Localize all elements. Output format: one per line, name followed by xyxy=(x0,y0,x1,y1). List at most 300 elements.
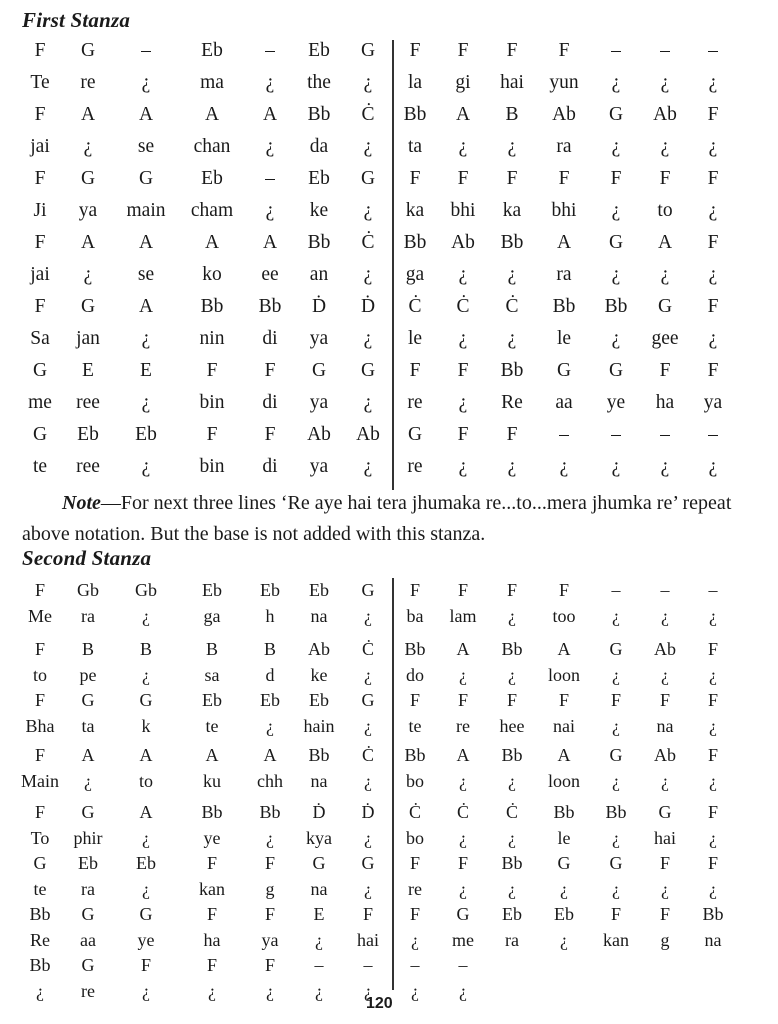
lyric-cell: bo xyxy=(406,827,424,848)
note-cell: Bb xyxy=(605,802,627,822)
note-cell: B xyxy=(139,639,153,659)
note-cell: G xyxy=(360,40,376,61)
lyric-cell: ¿ xyxy=(708,72,718,93)
lyric-cell: ¿ xyxy=(508,770,516,791)
lyric-cell: k xyxy=(141,715,151,736)
lyric-cell: ¿ xyxy=(709,664,717,685)
lyric-cell: ¿ xyxy=(459,878,467,899)
lyric-cell: Ji xyxy=(33,200,47,221)
lyric-cell: na xyxy=(704,929,722,950)
lyric-cell: Re xyxy=(501,392,523,413)
note-cell: F xyxy=(206,360,218,381)
lyric-cell: ¿ xyxy=(364,980,372,1001)
note-cell: A xyxy=(657,232,673,253)
note-cell: F xyxy=(558,580,570,600)
note-cell: Ḋ xyxy=(360,296,376,317)
lyric-cell: ¿ xyxy=(411,929,419,950)
note-cell: Bb xyxy=(259,802,281,822)
lyric-cell: ¿ xyxy=(411,980,419,1001)
note-cell: – xyxy=(660,580,670,600)
second-stanza-bar-divider xyxy=(392,578,394,990)
lyric-cell: ¿ xyxy=(364,827,372,848)
note-cell: Eb xyxy=(309,580,329,600)
lyric-cell: ¿ xyxy=(458,392,468,413)
note-cell: G xyxy=(80,40,96,61)
lyric-cell: ¿ xyxy=(266,980,274,1001)
note-cell: Ab xyxy=(653,104,677,125)
note-cell: Ab xyxy=(308,639,330,659)
lyric-cell: g xyxy=(265,878,275,899)
lyric-cell: aa xyxy=(80,929,96,950)
lyric-cell: ¿ xyxy=(142,664,150,685)
note-paragraph xyxy=(22,488,762,550)
note-cell: A xyxy=(456,639,470,659)
note-cell: Ċ xyxy=(361,232,375,253)
note-cell: Bb xyxy=(307,104,331,125)
note-cell: F xyxy=(206,853,218,873)
note-cell: G xyxy=(456,904,470,924)
note-cell: Bb xyxy=(501,853,523,873)
note-cell: G xyxy=(608,360,624,381)
note-cell: Ḋ xyxy=(311,296,327,317)
lyric-cell: ¿ xyxy=(611,264,621,285)
note-cell: – xyxy=(363,955,373,975)
lyric-cell: ¿ xyxy=(708,456,718,477)
note-cell: Eb xyxy=(77,424,99,445)
lyric-cell: re xyxy=(456,715,470,736)
note-cell: Eb xyxy=(308,168,330,189)
note-cell: F xyxy=(707,745,719,765)
lyric-cell: re xyxy=(407,456,423,477)
note-cell: A xyxy=(138,296,154,317)
note-text: —For next three lines ‘Re aye hai tera jhumaka re...to...mera jhumka re’ repeat above notation. But the base is not added with this stanza. xyxy=(22,492,732,545)
note-cell: Eb xyxy=(260,690,280,710)
lyric-cell: kan xyxy=(199,878,225,899)
lyric-cell: jai xyxy=(30,136,50,157)
lyric-cell: ta xyxy=(81,715,95,736)
note-cell: F xyxy=(707,802,719,822)
note-cell: F xyxy=(610,690,622,710)
lyric-cell: yun xyxy=(549,72,579,93)
note-cell: Bb xyxy=(604,296,628,317)
note-cell: Bb xyxy=(403,232,427,253)
lyric-cell: ¿ xyxy=(508,605,516,626)
lyric-cell: le xyxy=(557,827,571,848)
note-cell: F xyxy=(264,955,276,975)
note-cell: F xyxy=(34,168,46,189)
note-cell: F xyxy=(707,690,719,710)
note-cell: F xyxy=(409,40,421,61)
note-cell: Bb xyxy=(552,296,576,317)
lyric-cell: ¿ xyxy=(266,827,274,848)
note-cell: Bb xyxy=(403,104,427,125)
lyric-cell: ¿ xyxy=(459,664,467,685)
lyric-cell: ¿ xyxy=(660,72,670,93)
lyric-cell: ¿ xyxy=(363,72,373,93)
note-cell: A xyxy=(556,232,572,253)
lyric-cell: chh xyxy=(257,770,283,791)
lyric-cell: di xyxy=(262,392,278,413)
note-cell: F xyxy=(409,580,421,600)
note-cell: E xyxy=(140,360,152,381)
lyric-cell: ¿ xyxy=(661,664,669,685)
lyric-cell: ¿ xyxy=(458,136,468,157)
lyric-cell: ¿ xyxy=(612,605,620,626)
note-cell: G xyxy=(608,232,624,253)
note-cell: A xyxy=(263,745,277,765)
note-cell: F xyxy=(34,40,46,61)
lyric-cell: ko xyxy=(202,264,222,285)
lyric-cell: ¿ xyxy=(315,980,323,1001)
lyric-cell: ¿ xyxy=(660,264,670,285)
note-cell: A xyxy=(204,104,220,125)
note-cell: F xyxy=(558,40,570,61)
lyric-cell: ¿ xyxy=(507,264,517,285)
lyric-cell: ¿ xyxy=(709,770,717,791)
lyric-cell: hee xyxy=(499,715,525,736)
note-cell: G xyxy=(80,168,96,189)
note-cell: Eb xyxy=(308,40,330,61)
lyric-cell: la xyxy=(407,72,423,93)
lyric-cell: ¿ xyxy=(458,456,468,477)
lyric-cell: ga xyxy=(405,264,425,285)
lyric-cell: to xyxy=(138,770,154,791)
lyric-cell: ¿ xyxy=(708,328,718,349)
lyric-cell: ¿ xyxy=(559,456,569,477)
note-cell: F xyxy=(264,424,276,445)
lyric-cell: ¿ xyxy=(458,328,468,349)
note-cell: F xyxy=(409,853,421,873)
lyric-cell: ¿ xyxy=(661,605,669,626)
note-cell: – xyxy=(458,955,468,975)
lyric-cell: ¿ xyxy=(612,827,620,848)
lyric-cell: Sa xyxy=(30,328,50,349)
lyric-cell: ke xyxy=(309,200,329,221)
lyric-cell: ¿ xyxy=(141,72,151,93)
lyric-cell: cham xyxy=(190,200,234,221)
note-cell: Ċ xyxy=(361,745,375,765)
note-cell: F xyxy=(707,853,719,873)
note-cell: A xyxy=(138,104,154,125)
lyric-cell: se xyxy=(137,264,155,285)
note-cell: A xyxy=(557,745,571,765)
lyric-cell: ¿ xyxy=(709,605,717,626)
note-cell: F xyxy=(457,580,469,600)
note-cell: G xyxy=(81,690,95,710)
note-label: Note xyxy=(62,492,101,514)
note-cell: G xyxy=(361,690,375,710)
lyric-cell: ¿ xyxy=(265,72,275,93)
note-cell: G xyxy=(360,168,376,189)
lyric-cell: ¿ xyxy=(611,136,621,157)
lyric-cell: ka xyxy=(502,200,522,221)
note-cell: Eb xyxy=(309,690,329,710)
note-cell: G xyxy=(658,802,672,822)
lyric-cell: hai xyxy=(500,72,524,93)
note-cell: Eb xyxy=(78,853,98,873)
lyric-cell: ¿ xyxy=(142,605,150,626)
note-cell: Ċ xyxy=(456,296,470,317)
lyric-cell: Main xyxy=(21,770,59,791)
note-cell: – xyxy=(708,580,718,600)
note-cell: Ab xyxy=(552,104,576,125)
note-cell: F xyxy=(206,904,218,924)
lyric-cell: ¿ xyxy=(709,715,717,736)
note-cell: F xyxy=(34,104,46,125)
lyric-cell: hain xyxy=(303,715,335,736)
note-cell: Ab xyxy=(654,639,676,659)
lyric-cell: hai xyxy=(357,929,379,950)
lyric-cell: ¿ xyxy=(363,264,373,285)
lyric-cell: h xyxy=(265,605,275,626)
note-cell: Bb xyxy=(702,904,724,924)
lyric-cell: te xyxy=(33,878,47,899)
lyric-cell: ¿ xyxy=(142,980,150,1001)
note-cell: – xyxy=(141,40,151,61)
lyric-cell: ¿ xyxy=(612,770,620,791)
lyric-cell: ¿ xyxy=(363,392,373,413)
lyric-cell: ¿ xyxy=(660,456,670,477)
lyric-cell: ¿ xyxy=(141,456,151,477)
note-cell: Bb xyxy=(29,904,51,924)
note-cell: G xyxy=(361,853,375,873)
note-cell: G xyxy=(361,580,375,600)
lyric-cell: le xyxy=(407,328,423,349)
note-cell: G xyxy=(609,745,623,765)
note-cell: F xyxy=(707,232,719,253)
lyric-cell: jai xyxy=(30,264,50,285)
lyric-cell: le xyxy=(556,328,572,349)
note-cell: F xyxy=(409,904,421,924)
page-number: 120 xyxy=(366,995,393,1012)
lyric-cell: gee xyxy=(651,328,679,349)
note-cell: Eb xyxy=(202,690,222,710)
lyric-cell: ya xyxy=(309,392,329,413)
note-cell: F xyxy=(506,424,518,445)
note-cell: Bb xyxy=(201,802,223,822)
note-cell: F xyxy=(506,168,518,189)
note-cell: Ċ xyxy=(361,639,375,659)
note-cell: – xyxy=(611,424,621,445)
note-cell: Ċ xyxy=(361,104,375,125)
lyric-cell: ¿ xyxy=(560,878,568,899)
note-cell: Ab xyxy=(307,424,331,445)
note-cell: Bb xyxy=(404,639,426,659)
lyric-cell: ¿ xyxy=(459,770,467,791)
note-cell: Ċ xyxy=(408,802,422,822)
note-cell: A xyxy=(456,745,470,765)
note-cell: Gb xyxy=(77,580,99,600)
note-cell: Bb xyxy=(553,802,575,822)
note-cell: F xyxy=(457,168,469,189)
note-cell: Gb xyxy=(135,580,157,600)
note-cell: F xyxy=(34,802,46,822)
note-cell: Bb xyxy=(308,745,330,765)
lyric-cell: ¿ xyxy=(709,878,717,899)
note-cell: – xyxy=(660,40,670,61)
lyric-cell: ¿ xyxy=(560,929,568,950)
lyric-cell: ¿ xyxy=(315,929,323,950)
lyric-cell: ¿ xyxy=(142,827,150,848)
lyric-cell: ta xyxy=(407,136,423,157)
lyric-cell: ga xyxy=(203,605,221,626)
lyric-cell: re xyxy=(407,392,423,413)
note-cell: B xyxy=(505,104,519,125)
lyric-cell: ¿ xyxy=(363,200,373,221)
note-cell: Bb xyxy=(258,296,282,317)
note-cell: – xyxy=(708,424,718,445)
note-cell: Bb xyxy=(501,639,523,659)
lyric-cell: ¿ xyxy=(265,200,275,221)
note-cell: F xyxy=(34,690,46,710)
lyric-cell: ee xyxy=(261,264,279,285)
note-cell: E xyxy=(82,360,94,381)
note-cell: A xyxy=(139,745,153,765)
note-cell: Eb xyxy=(202,580,222,600)
note-cell: B xyxy=(263,639,277,659)
lyric-cell: ¿ xyxy=(363,456,373,477)
lyric-cell: ¿ xyxy=(709,827,717,848)
lyric-cell: ye xyxy=(606,392,626,413)
note-cell: G xyxy=(32,424,48,445)
lyric-cell: jan xyxy=(76,328,100,349)
lyric-cell: re xyxy=(408,878,422,899)
lyric-cell: ¿ xyxy=(611,456,621,477)
note-cell: A xyxy=(557,639,571,659)
first-stanza-heading: First Stanza xyxy=(22,8,131,32)
lyric-cell: ba xyxy=(406,605,424,626)
note-cell: A xyxy=(80,104,96,125)
note-cell: – xyxy=(611,580,621,600)
note-cell: Ċ xyxy=(505,802,519,822)
note-cell: F xyxy=(659,690,671,710)
note-cell: – xyxy=(265,40,275,61)
lyric-cell: na xyxy=(656,715,674,736)
lyric-cell: ra xyxy=(81,605,95,626)
lyric-cell: ya xyxy=(309,328,329,349)
lyric-cell: ya xyxy=(703,392,723,413)
note-cell: A xyxy=(81,745,95,765)
note-cell: F xyxy=(409,690,421,710)
lyric-cell: ¿ xyxy=(141,392,151,413)
lyric-cell: ¿ xyxy=(208,980,216,1001)
note-cell: G xyxy=(311,360,327,381)
note-cell: Bb xyxy=(307,232,331,253)
lyric-cell: loon xyxy=(547,664,581,685)
note-cell: F xyxy=(610,904,622,924)
lyric-cell: ¿ xyxy=(83,136,93,157)
note-cell: B xyxy=(81,639,95,659)
lyric-cell: da xyxy=(309,136,329,157)
lyric-cell: gi xyxy=(455,72,471,93)
note-cell: G xyxy=(139,904,153,924)
lyric-cell: ra xyxy=(556,264,572,285)
lyric-cell: do xyxy=(406,664,424,685)
note-cell: F xyxy=(506,40,518,61)
lyric-cell: ¿ xyxy=(611,200,621,221)
note-cell: F xyxy=(409,168,421,189)
lyric-cell: ¿ xyxy=(364,664,372,685)
note-cell: A xyxy=(80,232,96,253)
note-cell: A xyxy=(455,104,471,125)
note-cell: Eb xyxy=(502,904,522,924)
note-cell: G xyxy=(608,104,624,125)
note-cell: F xyxy=(707,360,719,381)
lyric-cell: Me xyxy=(28,605,52,626)
lyric-cell: ¿ xyxy=(660,136,670,157)
lyric-cell: kan xyxy=(603,929,629,950)
note-cell: – xyxy=(410,955,420,975)
lyric-cell: bin xyxy=(199,456,225,477)
note-cell: G xyxy=(33,853,47,873)
lyric-cell: pe xyxy=(79,664,97,685)
lyric-cell: ree xyxy=(76,456,100,477)
lyric-cell: ma xyxy=(200,72,224,93)
first-stanza-bar-divider xyxy=(392,40,394,490)
lyric-cell: to xyxy=(657,200,673,221)
note-cell: – xyxy=(559,424,569,445)
lyric-cell: ha xyxy=(203,929,221,950)
lyric-cell: di xyxy=(262,328,278,349)
note-cell: F xyxy=(34,639,46,659)
lyric-cell: te xyxy=(205,715,219,736)
note-cell: G xyxy=(556,360,572,381)
lyric-cell: bhi xyxy=(450,200,476,221)
note-cell: F xyxy=(506,580,518,600)
note-cell: F xyxy=(707,296,719,317)
lyric-cell: chan xyxy=(193,136,231,157)
lyric-cell: ¿ xyxy=(364,605,372,626)
note-cell: F xyxy=(610,168,622,189)
lyric-cell: na xyxy=(310,605,328,626)
note-cell: F xyxy=(659,168,671,189)
lyric-cell: aa xyxy=(555,392,573,413)
note-cell: A xyxy=(262,232,278,253)
note-cell: Eb xyxy=(136,853,156,873)
lyric-cell: To xyxy=(30,827,50,848)
lyric-cell: ¿ xyxy=(363,136,373,157)
lyric-cell: ¿ xyxy=(612,715,620,736)
note-cell: Eb xyxy=(554,904,574,924)
note-cell: F xyxy=(506,690,518,710)
lyric-cell: ya xyxy=(309,456,329,477)
lyric-cell: ¿ xyxy=(266,715,274,736)
note-cell: F xyxy=(34,296,46,317)
note-cell: Bb xyxy=(29,955,51,975)
lyric-cell: ¿ xyxy=(507,456,517,477)
note-cell: B xyxy=(205,639,219,659)
note-cell: G xyxy=(312,853,326,873)
note-cell: G xyxy=(81,802,95,822)
note-cell: F xyxy=(264,853,276,873)
note-cell: Ċ xyxy=(456,802,470,822)
lyric-cell: ¿ xyxy=(508,878,516,899)
lyric-cell: ra xyxy=(505,929,519,950)
lyric-cell: ¿ xyxy=(265,136,275,157)
lyric-cell: ¿ xyxy=(142,878,150,899)
lyric-cell: ¿ xyxy=(364,715,372,736)
note-cell: G xyxy=(360,360,376,381)
note-cell: F xyxy=(34,745,46,765)
note-cell: F xyxy=(34,580,46,600)
note-cell: F xyxy=(264,360,276,381)
lyric-cell: re xyxy=(81,980,95,1001)
note-cell: F xyxy=(409,360,421,381)
note-cell: Ab xyxy=(451,232,475,253)
note-cell: G xyxy=(81,904,95,924)
lyric-cell: te xyxy=(408,715,422,736)
lyric-cell: ¿ xyxy=(708,264,718,285)
